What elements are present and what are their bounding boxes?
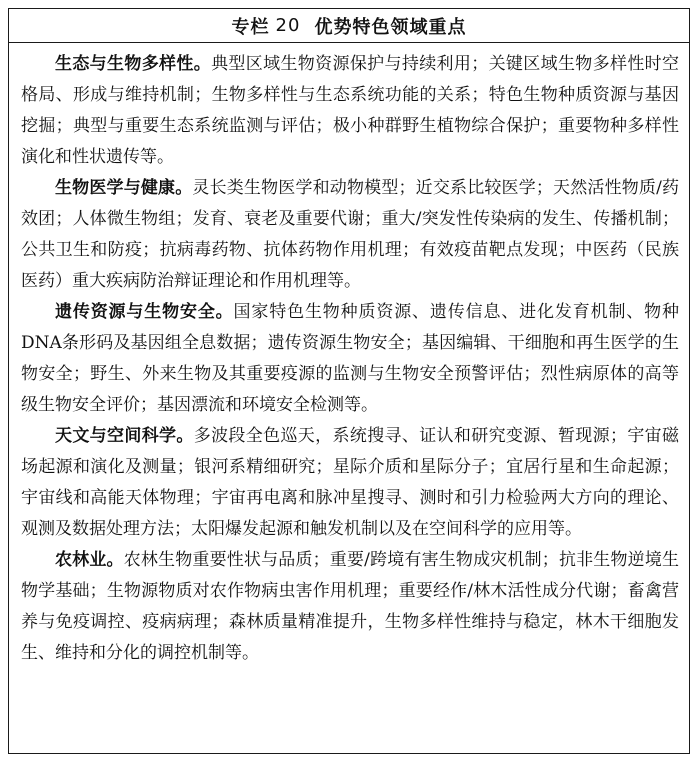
section-body: 多波段全色巡天，系统搜寻、证认和研究变源、暂现源；宇宙磁场起源和演化及测量；银河系精细研究；星际介质和星际分子；宜居行星和生命起源；宇宙线和高能天体物理；宇宙再电离和脉冲星搜寻、测时和引力检验两大方向的理论、观测及数据处理方法；太阳爆发起源和触发机制以及在空间科学的应用等。: [21, 426, 680, 539]
box-label: 专栏: [231, 16, 270, 38]
box-number: 20: [275, 15, 301, 36]
box-content: [9, 43, 689, 669]
section-heading: 农林业。: [55, 550, 124, 570]
section-body: 农林生物重要性状与品质；重要/跨境有害生物成灾机制；抗非生物逆境生物学基础；生物源物质对农作物病虫害作用机理；重要经作/林木活性成分代谢；畜禽营养与免疫调控、疫病病理；森林质量精准提升，生物多样性维持与稳定，林木干细胞发生、维持和分化的调控机制等。: [21, 550, 679, 663]
section-heading: 生态与生物多样性。: [55, 54, 212, 74]
section-astronomy: [21, 421, 679, 545]
column-box: [8, 8, 690, 754]
section-body: 国家特色生物种质资源、遗传信息、进化发育机制、物种DNA条形码及基因组全息数据；遗传资源生物安全；基因编辑、干细胞和再生医学的生物安全；野生、外来生物及其重要疫源的监测与生物安全预警评估；烈性病原体的高等级生物安全评价；基因漂流和环境安全检测等。: [21, 302, 680, 415]
box-title-text: 优势特色领域重点: [314, 16, 467, 38]
section-heading: 遗传资源与生物安全。: [55, 302, 234, 322]
section-heading: 生物医学与健康。: [55, 178, 193, 198]
section-heading: 天文与空间科学。: [55, 426, 194, 446]
section-agriculture-forestry: [21, 545, 679, 669]
section-ecology: [21, 49, 679, 173]
section-biomedicine: [21, 173, 679, 297]
section-genetic-resources: [21, 297, 679, 421]
section-body: 灵长类生物医学和动物模型；近交系比较医学；天然活性物质/药效团；人体微生物组；发育、衰老及重要代谢；重大/突发性传染病的发生、传播机制；公共卫生和防疫；抗病毒药物、抗体药物作用机理；有效疫苗靶点发现；中医药（民族医药）重大疾病防治辩证理论和作用机理等。: [21, 178, 680, 291]
section-body: 典型区域生物资源保护与持续利用；关键区域生物多样性时空格局、形成与维持机制；生物多样性与生态系统功能的关系；特色生物种质资源与基因挖掘；典型与重要生态系统监测与评估；极小种群野生植物综合保护；重要物种多样性演化和性状遗传等。: [21, 54, 680, 167]
box-title: [9, 9, 689, 43]
